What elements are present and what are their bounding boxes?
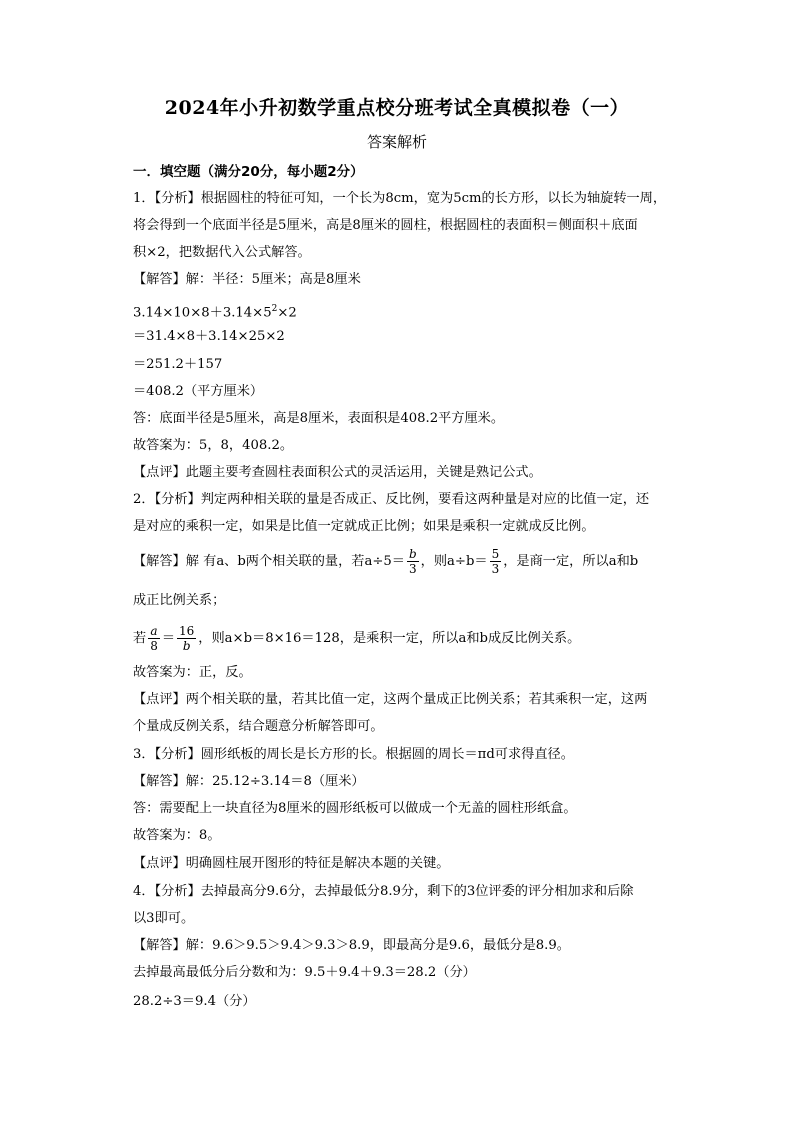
q2-sol3-part-c: ，则a×b＝8×16＝128，是乘积一定，所以a和b成反比例关系。 <box>198 631 581 646</box>
q3-comment: 【点评】明确圆柱展开图形的特征是解决本题的关键。 <box>133 856 450 871</box>
q1-analysis-line-2: 将会得到一个底面半径是5厘米，高是8厘米的圆柱，根据圆柱的表面积＝侧面积＋底面 <box>133 218 638 233</box>
fraction-numerator: b <box>408 547 417 561</box>
fraction-numerator: 16 <box>179 624 195 638</box>
q2-sol-part-c: ，是商一定，所以a和b <box>503 554 639 569</box>
q1-eq1-exponent: 2 <box>271 304 278 314</box>
q1-eq1-part-b: ×2 <box>277 305 297 321</box>
q2-solution-line-1 <box>133 547 638 576</box>
page-subtitle: 答案解析 <box>366 133 427 151</box>
fraction-numerator: a <box>148 624 160 639</box>
q2-analysis-line-1: 2．【分析】判定两种相关联的量是否成正、反比例，要看这两种量是对应的比值一定，还 <box>133 492 650 507</box>
q4-solution-line-2: 去掉最高最低分后分数和为：9.5＋9.4＋9.3＝28.2（分） <box>133 965 476 980</box>
q4-solution-line-3: 28.2÷3＝9.4（分） <box>133 994 256 1009</box>
q1-analysis-line-3: 积×2，把数据代入公式解答。 <box>133 245 311 260</box>
q2-analysis-line-2: 是对应的乘积一定，如果是比值一定就成正比例；如果是乘积一定就成反比例。 <box>133 519 595 534</box>
q1-equation-4: ＝408.2（平方厘米） <box>133 384 264 399</box>
q4-solution-line-1: 【解答】解：9.6＞9.5＞9.4＞9.3＞8.9，即最高分是9.6，最低分是8.9。 <box>133 938 570 953</box>
q2-solution-line-3 <box>133 624 580 653</box>
q1-eq1-part-a: 3.14×10×8＋3.14×5 <box>133 305 272 321</box>
q1-equation-1 <box>133 300 297 322</box>
q3-solution: 【解答】解：25.12÷3.14＝8（厘米） <box>133 774 365 789</box>
q1-final-answer: 故答案为：5，8，408.2。 <box>133 438 294 453</box>
q1-answer: 答：底面半径是5厘米，高是8厘米，表面积是408.2平方厘米。 <box>133 411 505 426</box>
q3-answer: 答：需要配上一块直径为8厘米的圆形纸板可以做成一个无盖的圆柱形纸盒。 <box>133 801 577 816</box>
q2-sol3-part-b: ＝ <box>161 631 176 646</box>
section-heading: 一．填空题（满分20分，每小题2分） <box>133 164 364 180</box>
q2-comment-line-1: 【点评】两个相关联的量，若其比值一定，这两个量成正比例关系；若其乘积一定，这两 <box>133 692 648 707</box>
fraction-denominator: 3 <box>409 562 417 576</box>
fraction-5-over-3 <box>490 547 502 576</box>
q1-equation-3: ＝251.2＋157 <box>133 357 223 372</box>
q2-final-answer: 故答案为：正，反。 <box>133 665 252 680</box>
fraction-a-over-8 <box>148 624 160 653</box>
fraction-denominator: 3 <box>491 562 500 576</box>
q3-analysis: 3．【分析】圆形纸板的周长是长方形的长。根据圆的周长＝πd可求得直径。 <box>133 747 574 762</box>
q3-final-answer: 故答案为：8。 <box>133 828 221 843</box>
q1-comment: 【点评】此题主要考查圆柱表面积公式的灵活运用，关键是熟记公式。 <box>133 465 542 480</box>
fraction-b-over-3 <box>407 547 419 576</box>
q2-sol-part-b: ，则a÷b＝ <box>420 554 488 569</box>
fraction-numerator: 5 <box>491 547 500 561</box>
q2-solution-line-2: 成正比例关系； <box>133 593 226 608</box>
page-title: 2024年小升初数学重点校分班考试全真模拟卷（一） <box>164 97 630 119</box>
q2-sol-part-a: 【解答】解 有a、b两个相关联的量，若a÷5＝ <box>133 554 405 569</box>
q2-comment-line-2: 个量成反例关系，结合题意分析解答即可。 <box>133 719 384 734</box>
q4-analysis-line-2: 以3即可。 <box>133 911 195 926</box>
q2-sol3-part-a: 若 <box>133 631 147 646</box>
q1-analysis-line-1: 1．【分析】根据圆柱的特征可知，一个长为8cm，宽为5cm的长方形，以长为轴旋转一周， <box>133 191 667 206</box>
q1-equation-2: ＝31.4×8＋3.14×25×2 <box>133 329 285 344</box>
q4-analysis-line-1: 4．【分析】去掉最高分9.6分，去掉最低分8.9分，剩下的3位评委的评分相加求和后除 <box>133 884 634 899</box>
fraction-denominator: b <box>182 639 191 653</box>
fraction-16-over-b <box>177 624 196 653</box>
q1-solution-line: 【解答】解：半径：5厘米；高是8厘米 <box>133 272 361 287</box>
fraction-denominator: 8 <box>150 639 158 653</box>
